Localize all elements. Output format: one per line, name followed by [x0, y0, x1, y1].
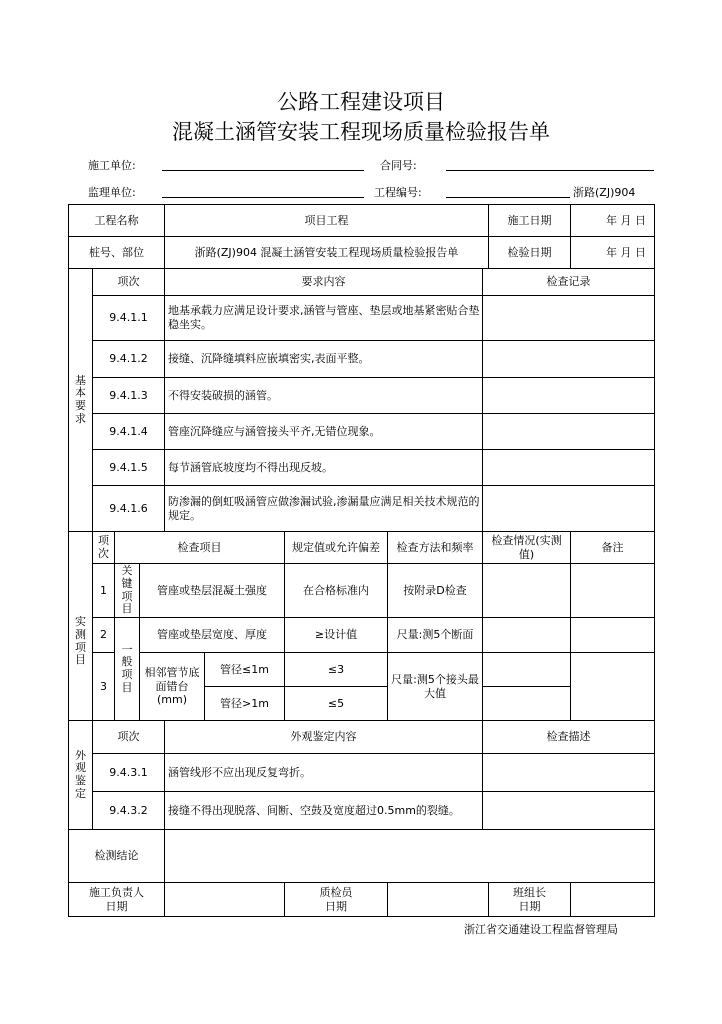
team-leader-sign — [489, 883, 571, 917]
measured-row-result[interactable] — [483, 653, 571, 687]
construction-lead-sign — [69, 883, 165, 917]
basic-col-item: 项次 — [93, 269, 165, 296]
basic-row-record[interactable] — [483, 414, 655, 450]
basic-col-record: 检查记录 — [483, 269, 655, 296]
appearance-row-no: 9.4.3.1 — [93, 754, 165, 792]
basic-row-no: 9.4.1.4 — [93, 414, 165, 450]
contractor-field[interactable] — [162, 170, 364, 171]
measured-row-remark[interactable] — [571, 564, 655, 618]
quality-inspector-field[interactable] — [388, 883, 489, 917]
project-name-value: 项目工程 — [165, 205, 489, 237]
measured-row-result[interactable] — [483, 618, 571, 653]
measured-col-no: 项次 — [93, 532, 115, 564]
measured-col-method: 检查方法和频率 — [388, 532, 483, 564]
basic-row-text: 地基承载力应满足设计要求,涵管与管座、垫层或地基紧密贴合垫稳坐实。 — [165, 296, 483, 341]
measured-row-method: 尺量:测5个断面 — [388, 618, 483, 653]
conclusion-field[interactable] — [165, 830, 655, 883]
basic-row-text: 不得安装破损的涵管。 — [165, 378, 483, 414]
basic-row-text: 防渗漏的倒虹吸涵管应做渗漏试验,渗漏量应满足相关技术规范的规定。 — [165, 486, 483, 532]
measured-col-remark: 备注 — [571, 532, 655, 564]
measured-section-label: 实测项目 — [69, 564, 93, 721]
measured-col-spec: 规定值或允许偏差 — [285, 532, 388, 564]
project-no-label: 工程编号: — [374, 186, 422, 199]
basic-row-text: 接缝、沉降缝填料应嵌填密实,表面平整。 — [165, 341, 483, 378]
contract-no-label: 合同号: — [380, 159, 417, 172]
appearance-row-text: 接缝不得出现脱落、间断、空鼓及宽度超过0.5mm的裂缝。 — [165, 792, 483, 830]
form-code: 浙路(ZJ)904 — [573, 186, 636, 199]
key-item-label: 关键项目 — [115, 564, 140, 618]
appearance-col-desc: 检查描述 — [483, 721, 655, 754]
appearance-section-label: 外观鉴定 — [69, 721, 93, 830]
date-label: 日期 — [105, 899, 128, 913]
report-title-line2: 混凝土涵管安装工程现场质量检验报告单 — [172, 120, 550, 144]
appearance-col-content: 外观鉴定内容 — [165, 721, 483, 754]
measured-sub-spec: ≤3 — [285, 653, 388, 687]
measured-row-no: 2 — [93, 618, 115, 653]
basic-row-no: 9.4.1.5 — [93, 450, 165, 486]
basic-row-no: 9.4.1.3 — [93, 378, 165, 414]
supervisor-label: 监理单位: — [88, 186, 136, 199]
basic-row-record[interactable] — [483, 341, 655, 378]
measured-col-result: 检查情况(实测值) — [483, 532, 571, 564]
measured-row-result[interactable] — [483, 687, 571, 721]
supervisor-field[interactable] — [162, 197, 364, 198]
basic-row-record[interactable] — [483, 378, 655, 414]
inspection-date-label: 检验日期 — [489, 237, 571, 269]
basic-row-no: 9.4.1.6 — [93, 486, 165, 532]
basic-row-no: 9.4.1.1 — [93, 296, 165, 341]
measured-row-item: 管座或垫层宽度、厚度 — [140, 618, 285, 653]
appearance-row-desc[interactable] — [483, 754, 655, 792]
measured-row-method: 尺量:测5个接头最大值 — [388, 653, 483, 721]
contractor-label: 施工单位: — [88, 159, 136, 172]
appearance-row-text: 涵管线形不应出现反复弯折。 — [165, 754, 483, 792]
report-title-line1: 公路工程建设项目 — [277, 90, 445, 114]
appearance-row-desc[interactable] — [483, 792, 655, 830]
issuer: 浙江省交通建设工程监督管理局 — [464, 923, 618, 936]
basic-row-text: 管座沉降缝应与涵管接头平齐,无错位现象。 — [165, 414, 483, 450]
date-label: 日期 — [518, 899, 541, 913]
measured-row-result[interactable] — [483, 564, 571, 618]
basic-col-content: 要求内容 — [165, 269, 483, 296]
measured-sub-spec: ≤5 — [285, 687, 388, 721]
appearance-row-no: 9.4.3.2 — [93, 792, 165, 830]
measured-row-remark[interactable] — [571, 618, 655, 653]
measured-row-spec: 在合格标准内 — [285, 564, 388, 618]
measured-sub-item: 管径≤1m — [205, 653, 285, 687]
team-leader-field[interactable] — [571, 883, 655, 917]
project-no-field[interactable] — [446, 197, 570, 198]
measured-row-no: 1 — [93, 564, 115, 618]
basic-row-record[interactable] — [483, 450, 655, 486]
quality-inspector-label: 质检员 — [319, 885, 353, 899]
project-name-label: 工程名称 — [69, 205, 165, 237]
inspection-table — [68, 204, 655, 917]
station-label: 桩号、部位 — [69, 237, 165, 269]
measured-row-item: 管座或垫层混凝土强度 — [140, 564, 285, 618]
basic-row-record[interactable] — [483, 486, 655, 532]
construction-lead-field[interactable] — [165, 883, 285, 917]
measured-row-no: 3 — [93, 653, 115, 721]
date-label: 日期 — [325, 899, 347, 913]
measured-sub-item: 管径>1m — [205, 687, 285, 721]
measured-row-item: 相邻管节底面错台(mm) — [140, 653, 205, 721]
quality-inspector-sign — [285, 883, 388, 917]
construction-date-label: 施工日期 — [489, 205, 571, 237]
measured-row-remark[interactable] — [571, 653, 655, 721]
contract-no-field[interactable] — [446, 170, 654, 171]
measured-row-spec: ≥设计值 — [285, 618, 388, 653]
basic-row-record[interactable] — [483, 296, 655, 341]
team-leader-label: 班组长 — [513, 885, 547, 899]
construction-lead-label: 施工负责人 — [89, 885, 144, 899]
construction-date-value: 年 月 日 — [571, 205, 655, 237]
basic-row-no: 9.4.1.2 — [93, 341, 165, 378]
basic-row-text: 每节涵管底坡度均不得出现反坡。 — [165, 450, 483, 486]
conclusion-label: 检测结论 — [69, 830, 165, 883]
inspection-date-value: 年 月 日 — [571, 237, 655, 269]
general-item-label: 一般项目 — [115, 618, 140, 721]
appearance-col-item: 项次 — [93, 721, 165, 754]
measured-col-item: 检查项目 — [115, 532, 285, 564]
basic-section-label: 基本要求 — [69, 269, 93, 532]
station-value: 浙路(ZJ)904 混凝土涵管安装工程现场质量检验报告单 — [165, 237, 489, 269]
measured-row-method: 按附录D检查 — [388, 564, 483, 618]
